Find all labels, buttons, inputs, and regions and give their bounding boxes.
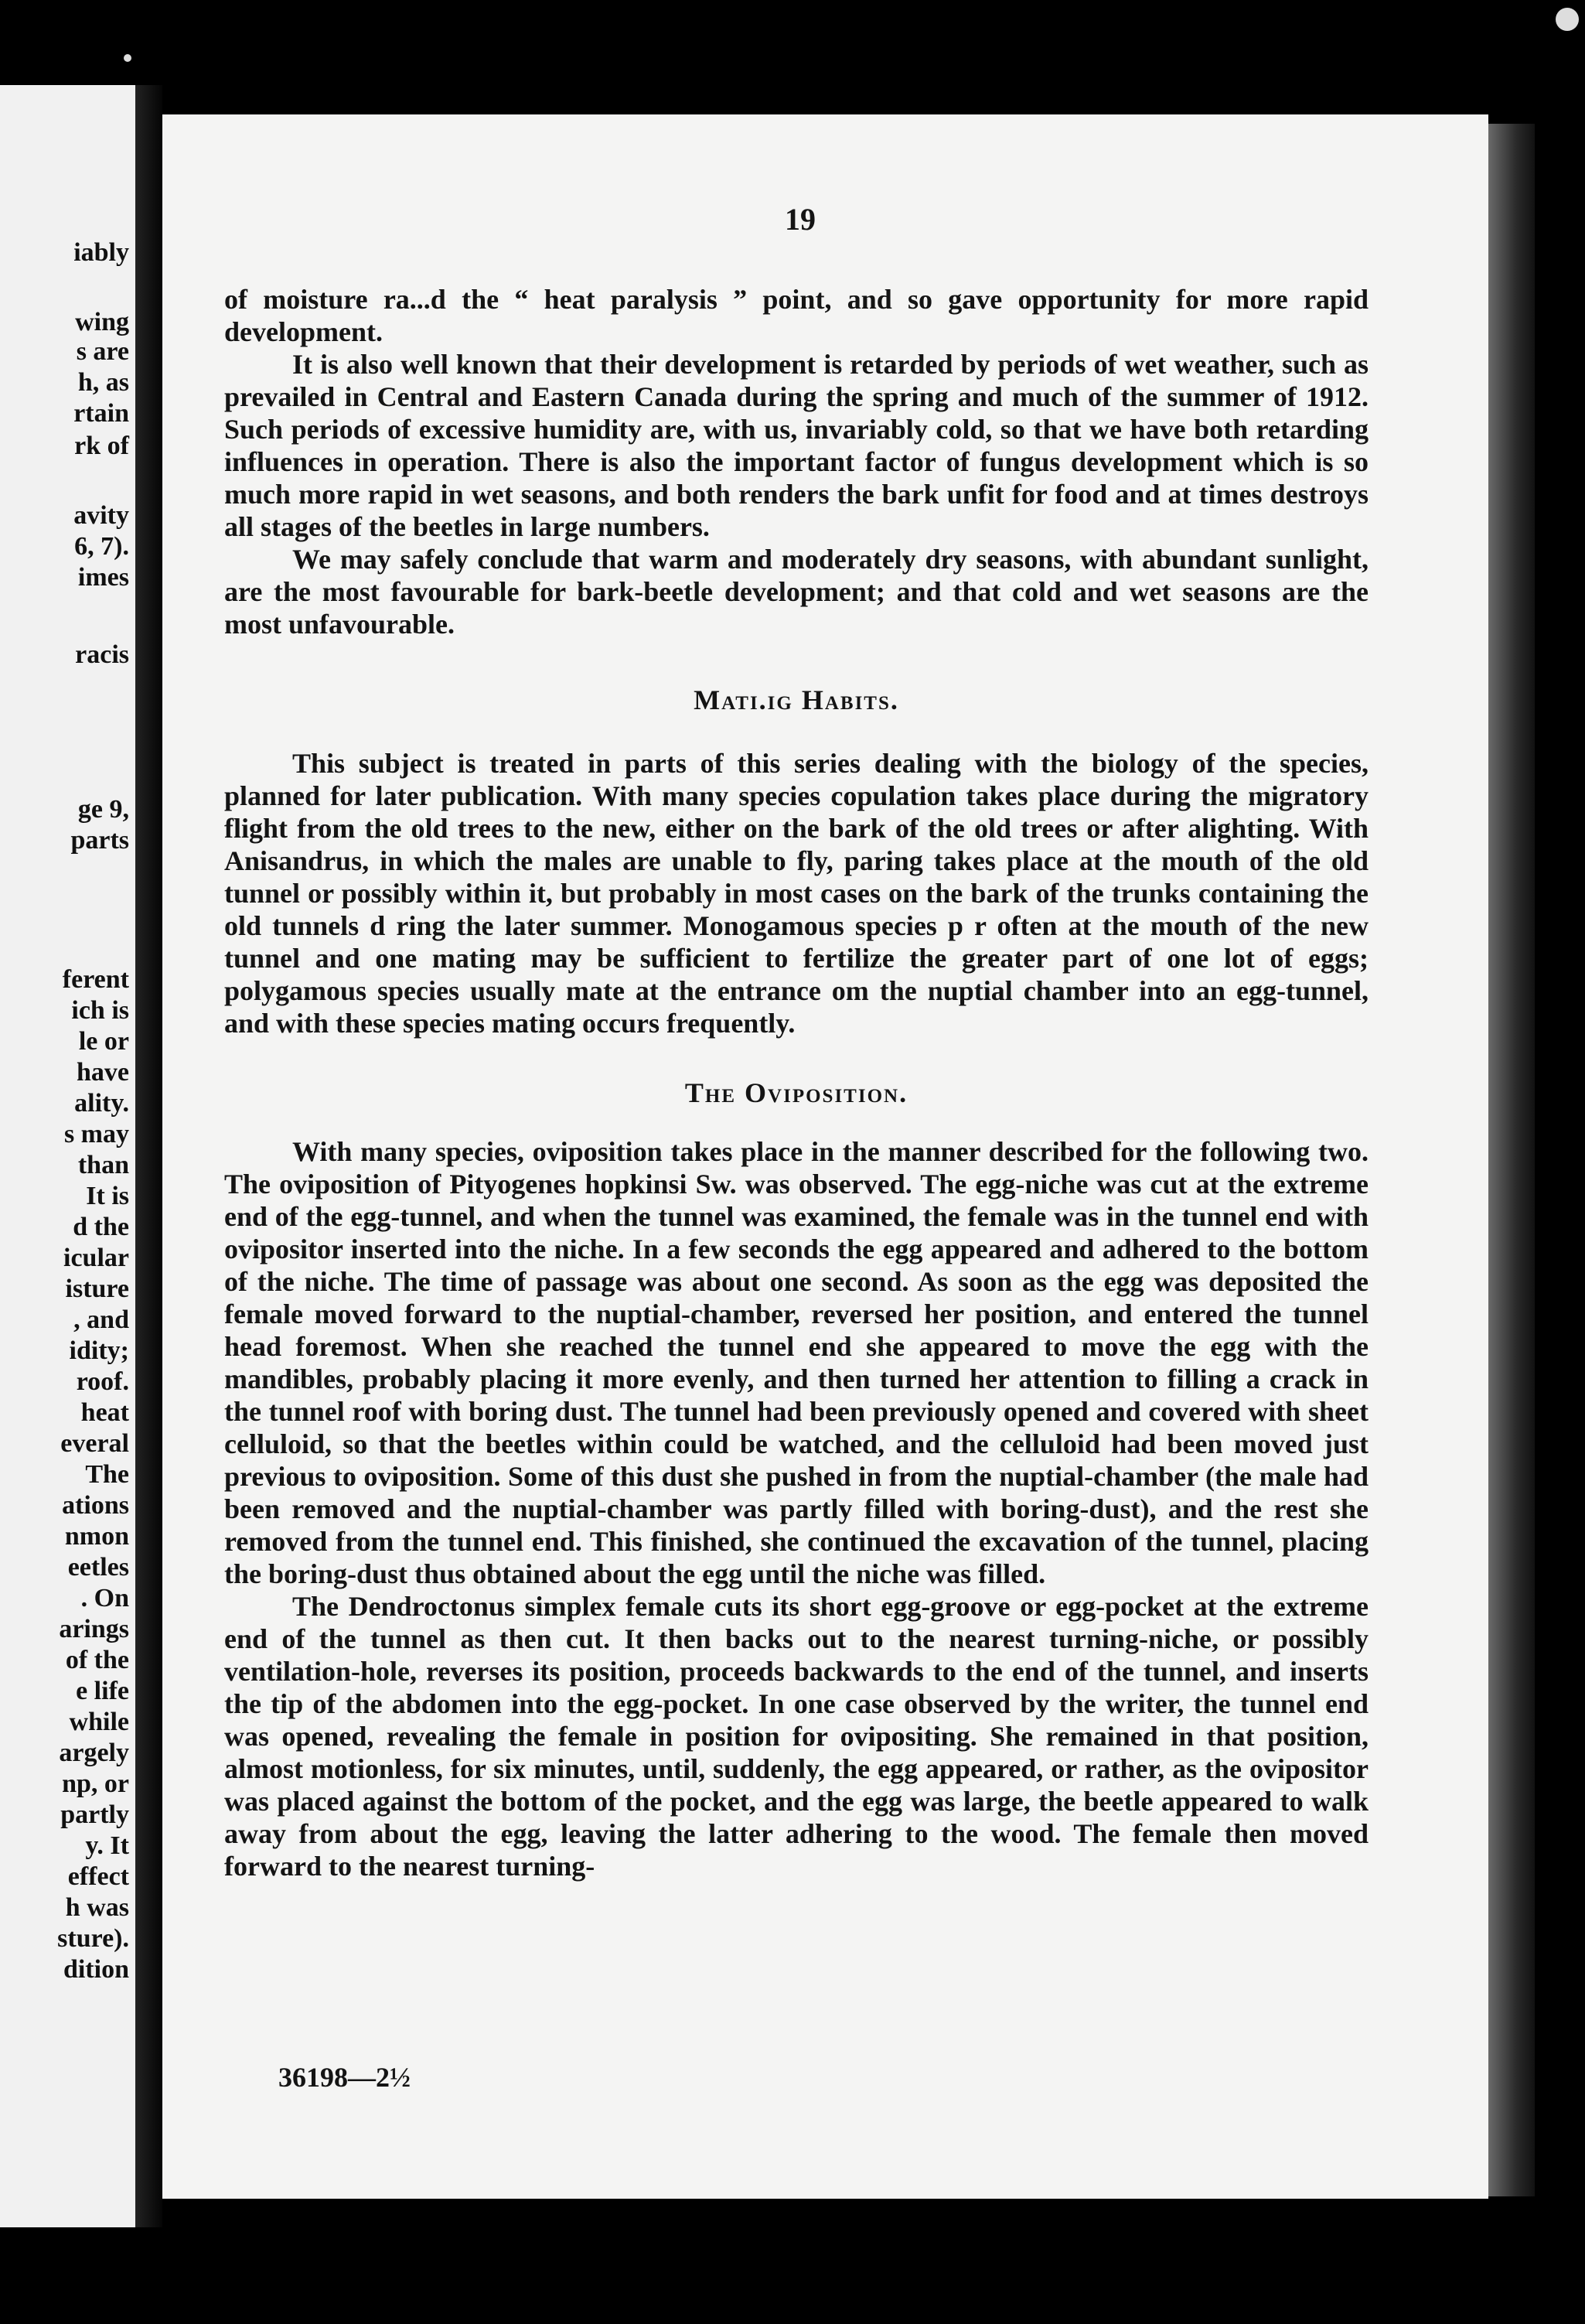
left-page-fragment: of the <box>65 1646 129 1674</box>
left-page-fragment: rk of <box>74 432 129 460</box>
paragraph: We may safely conclude that warm and moderately dry seasons, with abundant sunlight, are the most favourable for bark-beetle development; and that cold and wet seasons are the most unfavourable. <box>224 544 1369 640</box>
left-page-fragment: dition <box>63 1955 129 1984</box>
left-page-fragment: than <box>77 1151 129 1179</box>
left-page-fragment: eetles <box>67 1553 129 1582</box>
left-page-fragment: ality. <box>74 1089 129 1118</box>
left-page-fragment: s are <box>76 337 129 366</box>
left-page-fragment: h was <box>65 1893 129 1922</box>
paragraph: This subject is treated in parts of this series dealing with the biology of the species, planned for later publication. With many species copulation takes place during the migratory flight from the old trees to the new, either on the bark of the old trees or after alighting. With Anisandrus, in which the males are unable to fly, paring takes place at the mouth of the old tunnel or possibly within it, but probably in most cases on the bark of the trunks containing the old tunnels d ring the later summer. Monogamous species p r often at the mouth of the new tunnel and one mating may be sufficient to fertilize the greater part of one lot of eggs; polygamous species usually mate at the entrance om the nuptial chamber into an egg-tunnel, and with these species mating occurs frequently. <box>224 748 1369 1039</box>
left-page-fragment: effect <box>67 1862 129 1891</box>
left-page-fragment: wing <box>75 308 129 336</box>
left-page-fragment: s may <box>63 1120 129 1148</box>
left-page-fragment: arings <box>59 1615 129 1643</box>
left-page-fragment: ations <box>62 1491 129 1520</box>
left-page-fragment: It is <box>86 1182 129 1210</box>
paragraph: of moisture ra...d the “ heat paralysis ” point, and so gave opportunity for more rapid development. <box>224 284 1369 347</box>
scan-artifact <box>1556 8 1579 31</box>
left-page-fragment: heat <box>80 1398 129 1427</box>
book-gutter <box>135 85 162 2227</box>
left-page-fragment: ferent <box>62 965 129 994</box>
left-page-fragment: parts <box>70 826 129 855</box>
left-page-fragment: have <box>77 1058 129 1087</box>
left-page-fragment: sture). <box>57 1924 129 1953</box>
left-page-fragment: avity <box>73 501 129 530</box>
paragraph: The Dendroctonus simplex female cuts its short egg-groove or egg-pocket at the extreme end of the tunnel as then cut. It then backs out to the nearest turning-niche, or possibly ventilation-hole, reverses its position, proceeds backwards to the end of the tunnel, and inserts the tip of the abdomen into the egg-pocket. In one case observed by the writer, the tunnel end was opened, revealing the female in position for ovipositing. She remained in that position, almost motionless, for six minutes, until, suddenly, the egg appeared, or rather, as the ovipositor was placed against the bottom of the pocket, and the egg was large, the beetle appeared to walk away from about the egg, leaving the latter adhering to the wood. The female then moved forward to the nearest turning- <box>224 1591 1369 1882</box>
left-page-fragment: y. It <box>85 1831 129 1860</box>
page-number: 19 <box>785 202 816 237</box>
paragraph: It is also well known that their development is retarded by periods of wet weather, such as prevailed in Central and Eastern Canada during the spring and much of the summer of 1912. Such periods of excessive humidity are, with us, invariably cold, so that we have both retarding influences in operation. There is also the important factor of fungus development which is so much more rapid in wet seasons, and both renders the bark unfit for food and at times destroys all stages of the beetles in large numbers. <box>224 349 1369 542</box>
left-page-fragment: nmon <box>64 1522 129 1551</box>
section-heading: The Oviposition. <box>684 1077 908 1108</box>
right-edge-shadow <box>1488 124 1535 2196</box>
left-page-fragment: np, or <box>62 1769 129 1798</box>
left-page-fragment: The <box>85 1460 129 1489</box>
left-page-fragment: ge 9, <box>77 795 129 824</box>
left-page-fragment: icular <box>63 1244 129 1272</box>
left-page-fragment: e life <box>76 1677 129 1705</box>
left-page-fragment: partly <box>60 1800 129 1829</box>
left-page-fragment: argely <box>59 1739 129 1767</box>
left-page-fragment: racis <box>75 640 129 669</box>
left-page-fragment: imes <box>77 563 129 592</box>
left-page-fragment: . On <box>80 1584 129 1612</box>
left-page-fragment: 6, 7). <box>74 532 129 561</box>
left-page-fragment: h, as <box>77 368 129 397</box>
left-page-fragment: roof. <box>76 1367 129 1396</box>
left-page-fragment: le or <box>78 1027 129 1056</box>
left-page-fragment: idity; <box>69 1336 129 1365</box>
left-page-fragment: rtain <box>73 399 129 428</box>
left-page-fragment: , and <box>73 1305 129 1334</box>
left-page-fragment: d the <box>73 1213 129 1241</box>
signature-mark: 36198—2½ <box>278 2062 411 2093</box>
left-page-fragment: iably <box>73 238 129 267</box>
section-heading: Mati.ig Habits. <box>694 684 899 715</box>
paragraph: With many species, oviposition takes place in the manner described for the following two. The oviposition of Pityogenes hopkinsi Sw. was observed. The egg-niche was cut at the extreme end of the egg-tunnel, and when the tunnel was examined, the female was in the tunnel end with ovipositor inserted into the niche. In a few seconds the egg appeared and adhered to the bottom of the niche. The time of passage was about one second. As soon as the egg was deposited the female moved forward to the nuptial-chamber, reversed her position, and entered the tunnel head foremost. When she reached the tunnel end she appeared to move the egg with the mandibles, probably placing it more evenly, and then turned her attention to filling a crack in the tunnel roof with boring dust. The tunnel had been previously opened and covered with sheet celluloid, so that the beetles within could be watched, and the celluloid had been moved just previous to oviposition. Some of this dust she pushed in from the nuptial-chamber (the male had been removed and the nuptial-chamber was partly filled with boring-dust), and the rest she removed from the tunnel end. This finished, she continued the excavation of the tunnel, placing the boring-dust thus obtained about the egg until the niche was filled. <box>224 1136 1369 1589</box>
left-page-fragment: everal <box>60 1429 129 1458</box>
left-page-fragment: while <box>69 1708 129 1736</box>
scan-artifact <box>124 54 131 62</box>
page-body <box>224 200 1369 1882</box>
left-page-edge <box>0 85 135 2227</box>
left-page-fragment: isture <box>65 1275 129 1303</box>
left-page-fragment: ich is <box>71 996 129 1025</box>
